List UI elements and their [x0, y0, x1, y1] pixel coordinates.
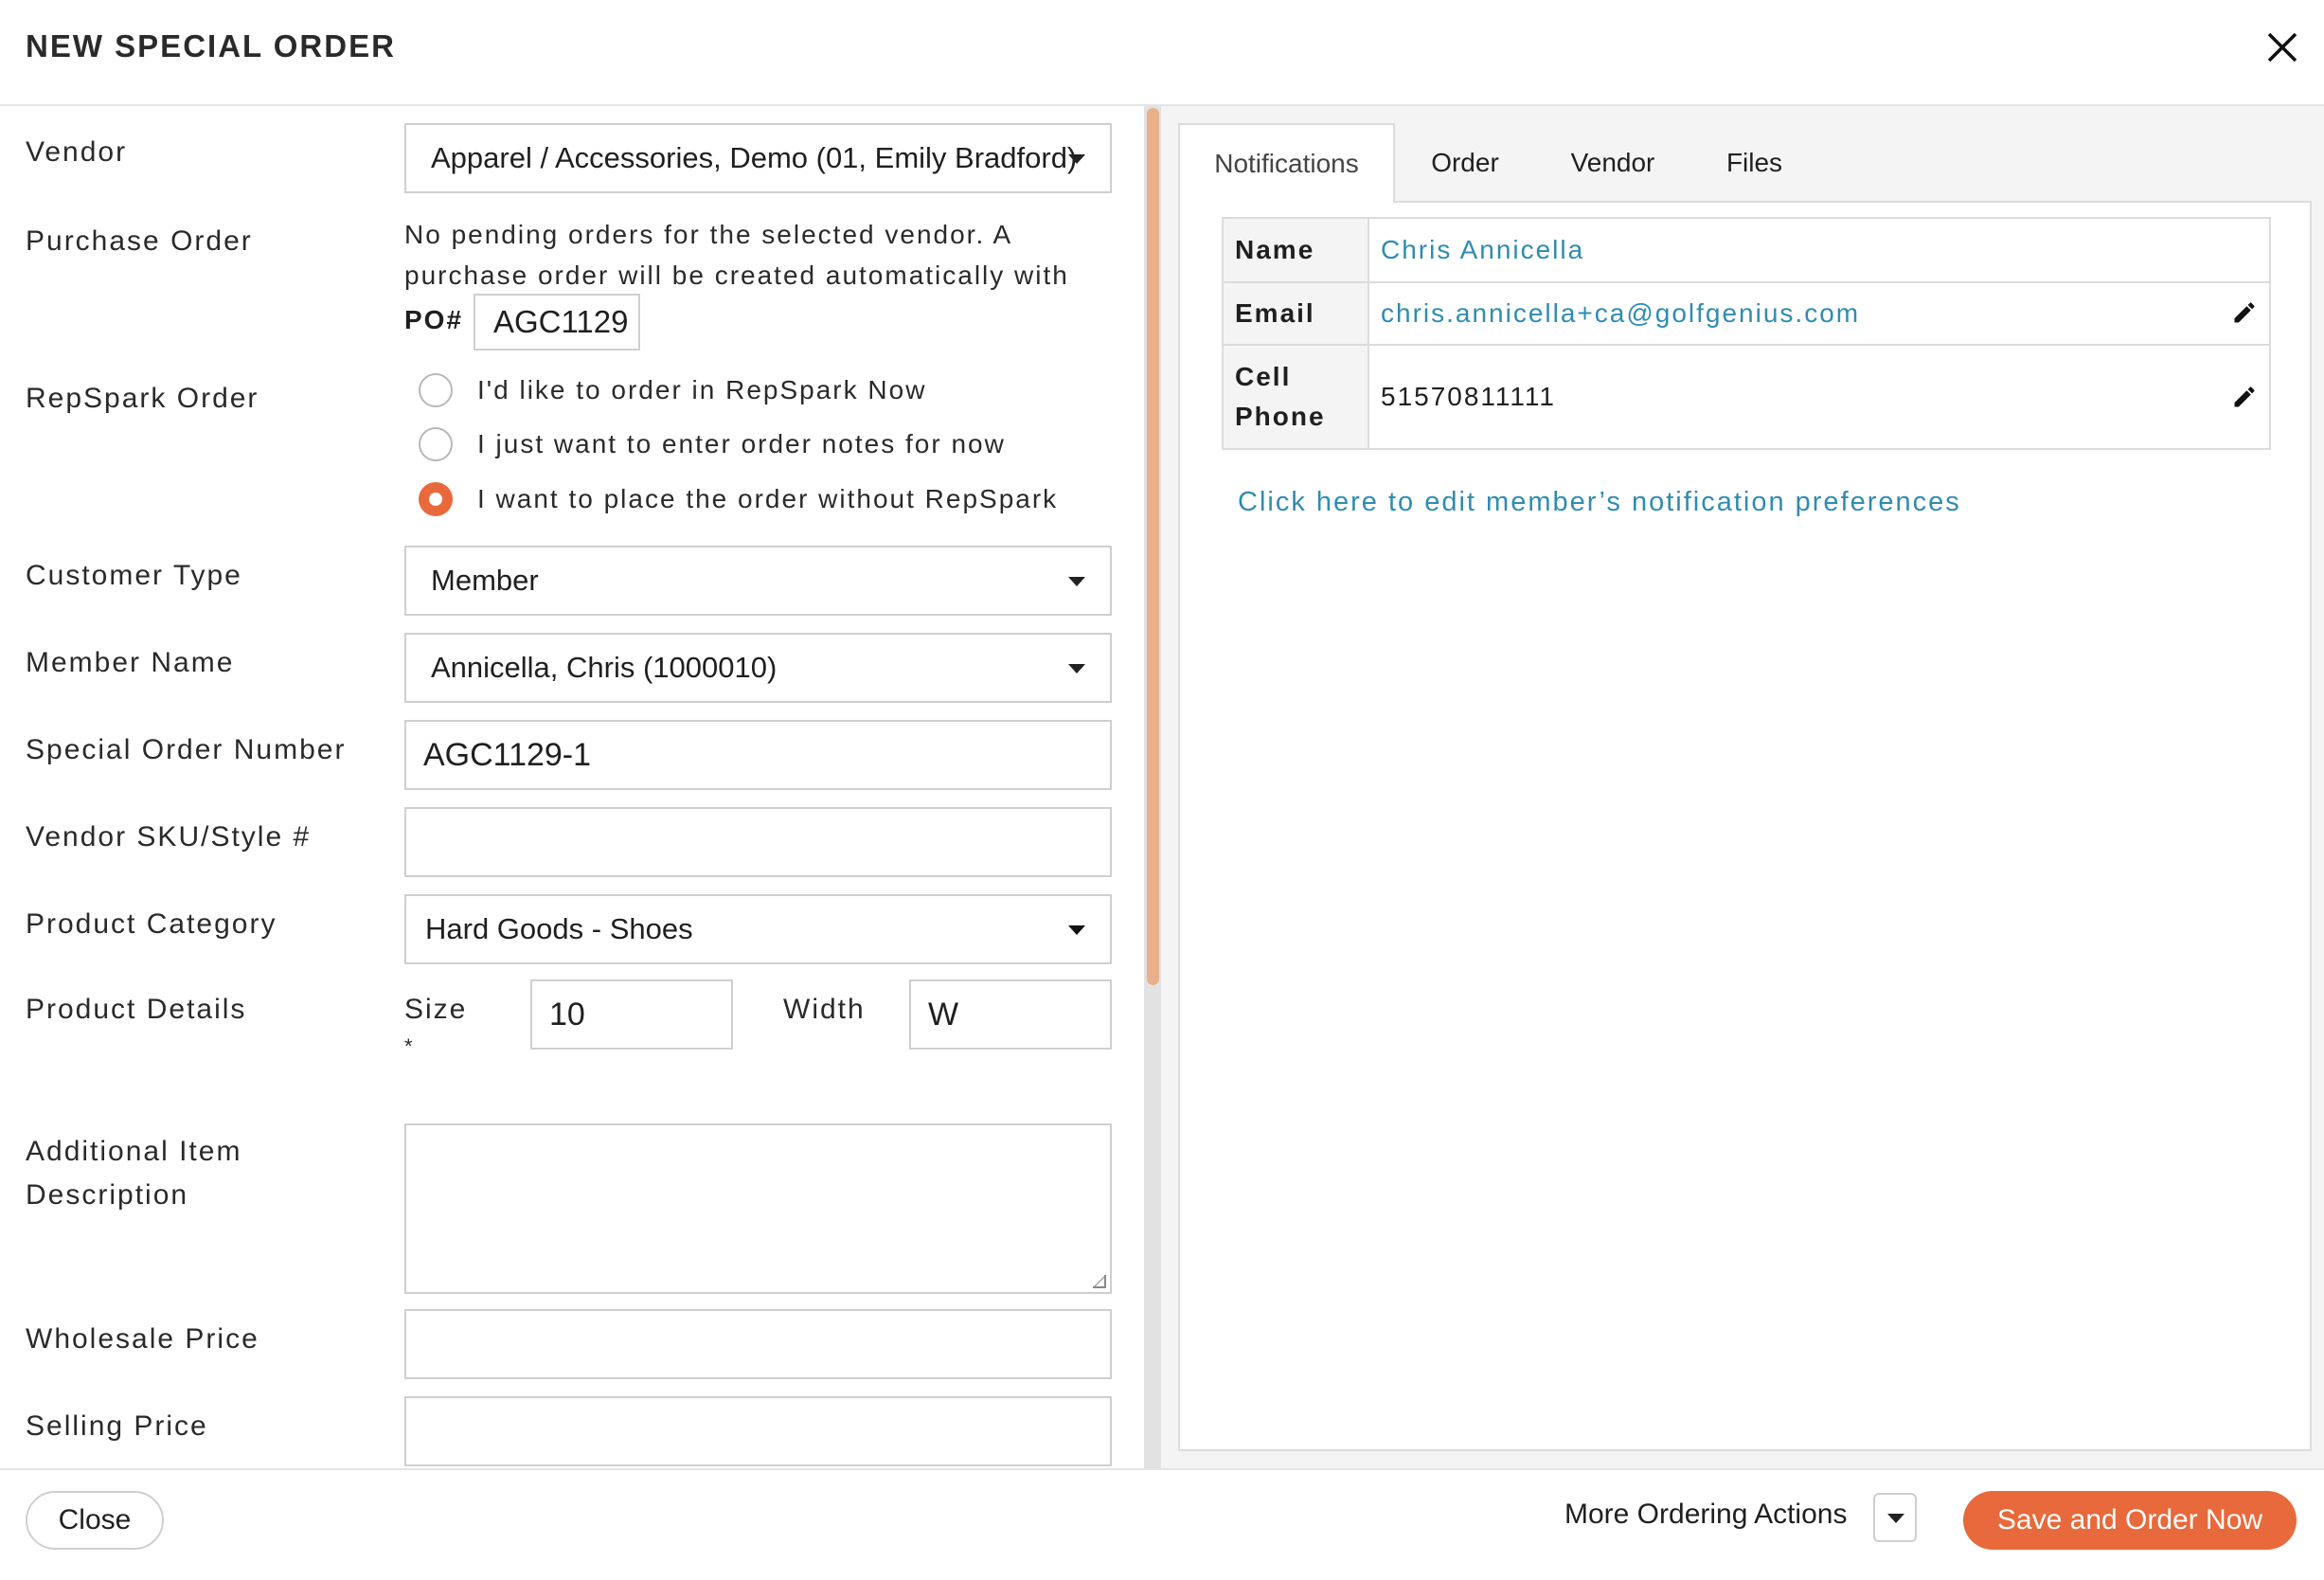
width-label: Width: [783, 994, 866, 1025]
name-value-cell: [1368, 218, 2270, 282]
more-ordering-actions-button[interactable]: [1873, 1493, 1917, 1542]
vendor-sku-label: Vendor SKU/Style #: [26, 821, 312, 853]
vendor-sku-input[interactable]: [404, 807, 1112, 877]
customer-type-label: Customer Type: [26, 560, 242, 591]
radio-button[interactable]: [419, 373, 453, 407]
member-contact-table: [1222, 217, 2271, 450]
additional-description-textarea[interactable]: [404, 1123, 1112, 1294]
resize-handle-icon[interactable]: [1093, 1275, 1106, 1288]
tab-vendor[interactable]: Vendor: [1570, 148, 1655, 177]
repspark-order-label: RepSpark Order: [26, 383, 259, 414]
product-category-label: Product Category: [26, 908, 277, 940]
email-link[interactable]: chris.annicella+ca@golfgenius.com: [1381, 298, 1861, 328]
table-row: [1223, 282, 2270, 345]
radio-label: I just want to enter order notes for now: [477, 429, 1006, 458]
table-row: [1223, 345, 2270, 449]
product-category-select[interactable]: [404, 894, 1112, 964]
special-order-number-input[interactable]: AGC1129-1: [404, 720, 1112, 790]
name-key: Name: [1223, 218, 1368, 282]
radio-button-selected[interactable]: [419, 482, 453, 516]
size-input[interactable]: 10: [530, 979, 733, 1050]
notification-preferences-link[interactable]: Click here to edit member’s notification preferences: [1238, 487, 1961, 517]
vendor-label: Vendor: [26, 136, 128, 168]
radio-button[interactable]: [419, 427, 453, 461]
email-key: Email: [1223, 282, 1368, 345]
po-number-label: PO#: [404, 305, 464, 334]
additional-description-label-line1: Additional Item: [26, 1136, 242, 1167]
cell-phone-value: 51570811111: [1381, 382, 1556, 411]
customer-type-select[interactable]: [404, 546, 1112, 616]
wholesale-price-input[interactable]: [404, 1309, 1112, 1379]
selling-price-input[interactable]: [404, 1396, 1112, 1466]
po-number-input[interactable]: AGC1129: [474, 294, 640, 350]
chevron-down-icon: [1068, 154, 1085, 164]
purchase-order-message: No pending orders for the selected vendor. A purchase order will be created automatically with: [404, 220, 1069, 290]
tab-order[interactable]: Order: [1431, 148, 1499, 177]
pencil-icon[interactable]: [2231, 299, 2258, 326]
purchase-order-label: Purchase Order: [26, 225, 253, 257]
radio-enter-notes[interactable]: [419, 427, 1006, 461]
modal-title: NEW SPECIAL ORDER: [26, 28, 396, 63]
vendor-select[interactable]: [404, 123, 1112, 193]
chevron-down-icon: [1068, 577, 1085, 586]
radio-label: I'd like to order in RepSpark Now: [477, 375, 927, 404]
chevron-down-icon: [1068, 925, 1085, 935]
vendor-select-value: Apparel / Accessories, Demo (01, Emily Bradford): [431, 141, 1078, 174]
special-order-number-label: Special Order Number: [26, 734, 347, 765]
radio-label: I want to place the order without RepSpark: [477, 484, 1059, 513]
selling-price-label: Selling Price: [26, 1410, 208, 1442]
close-icon[interactable]: [2263, 28, 2301, 66]
more-ordering-actions-label: More Ordering Actions: [1564, 1499, 1848, 1530]
product-category-value: Hard Goods - Shoes: [425, 912, 693, 945]
tab-notifications[interactable]: Notifications: [1178, 123, 1395, 203]
pencil-icon[interactable]: [2231, 384, 2258, 410]
member-name-label: Member Name: [26, 647, 235, 678]
member-name-select[interactable]: [404, 633, 1112, 703]
radio-order-in-repspark[interactable]: [419, 373, 926, 407]
cell-phone-value-cell: [1368, 345, 2270, 449]
chevron-down-icon: [1887, 1514, 1904, 1523]
scrollbar-thumb[interactable]: [1147, 108, 1159, 985]
save-and-order-now-button[interactable]: Save and Order Now: [1963, 1491, 2297, 1550]
radio-without-repspark[interactable]: [419, 482, 1058, 516]
close-button[interactable]: Close: [26, 1491, 164, 1550]
cell-phone-key-line1: Cell: [1235, 362, 1292, 391]
cell-phone-key: [1223, 345, 1368, 449]
member-name-link[interactable]: Chris Annicella: [1381, 235, 1585, 264]
modal-footer: [0, 1468, 2324, 1580]
size-required-marker: *: [404, 1034, 415, 1058]
customer-type-value: Member: [431, 564, 539, 597]
email-value-cell: [1368, 282, 2270, 345]
product-details-label: Product Details: [26, 994, 247, 1025]
tab-files[interactable]: Files: [1725, 148, 1783, 177]
modal-header: [0, 0, 2324, 106]
order-form: [0, 108, 1136, 1468]
additional-description-label-line2: Description: [26, 1179, 189, 1211]
cell-phone-key-line2: Phone: [1235, 402, 1326, 431]
wholesale-price-label: Wholesale Price: [26, 1323, 259, 1355]
width-input[interactable]: W: [909, 979, 1112, 1050]
table-row: [1223, 218, 2270, 282]
member-name-value: Annicella, Chris (1000010): [431, 651, 778, 684]
chevron-down-icon: [1068, 664, 1085, 673]
size-label: Size: [404, 994, 468, 1025]
